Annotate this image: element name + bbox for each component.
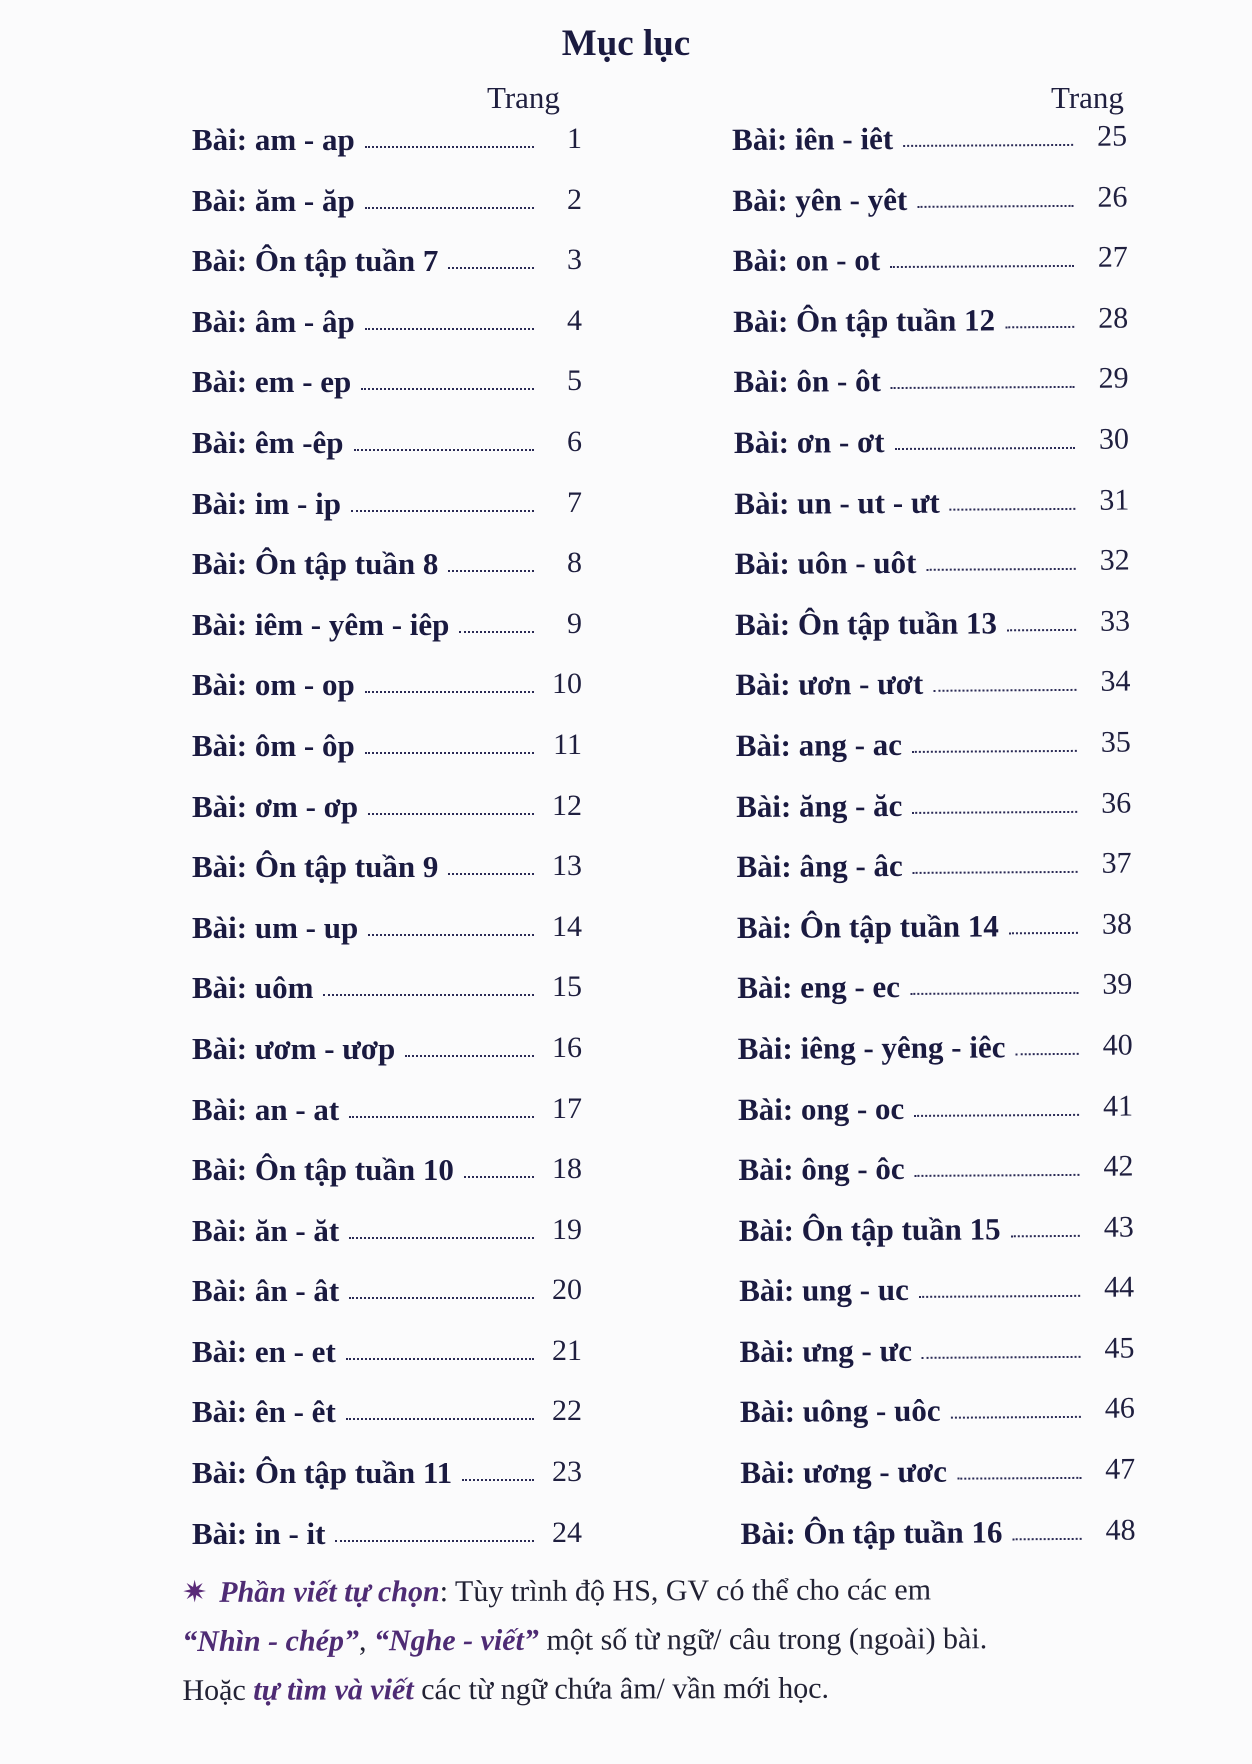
dot-leader bbox=[891, 362, 1075, 389]
toc-entry[interactable] bbox=[738, 1089, 1133, 1152]
dot-leader bbox=[1012, 1514, 1081, 1540]
toc-entry-page: 4 bbox=[567, 303, 582, 337]
note-line-3-text: các từ ngữ chứa âm/ vần mới học. bbox=[413, 1671, 830, 1707]
toc-entry-page: 14 bbox=[552, 909, 582, 943]
dot-leader bbox=[912, 786, 1077, 813]
dot-leader bbox=[349, 1092, 534, 1118]
note-nghe-viet: “Nghe - viết” bbox=[373, 1623, 539, 1658]
dot-leader bbox=[950, 1392, 1080, 1419]
dot-leader bbox=[917, 181, 1073, 208]
toc-entry-title: Bài: ương - ươc bbox=[740, 1453, 948, 1491]
dot-leader bbox=[354, 425, 534, 451]
toc-entry-title: Bài: an - at bbox=[192, 1091, 340, 1127]
toc-entry[interactable] bbox=[192, 1031, 582, 1092]
dot-leader bbox=[913, 847, 1078, 874]
toc-entry[interactable] bbox=[733, 301, 1128, 364]
toc-entry[interactable] bbox=[192, 1092, 582, 1153]
toc-entry[interactable] bbox=[736, 786, 1131, 849]
toc-entry-title: Bài: um - up bbox=[192, 909, 359, 945]
toc-entry-title: Bài: ưng - ưc bbox=[739, 1332, 913, 1369]
toc-entry-page: 35 bbox=[1100, 725, 1131, 759]
dot-leader bbox=[349, 1213, 534, 1239]
toc-entry-title: Bài: Ôn tập tuần 8 bbox=[192, 546, 439, 582]
left-toc-list bbox=[192, 122, 582, 1576]
toc-entry[interactable] bbox=[192, 1334, 582, 1395]
toc-entry-title: Bài: ăm - ăp bbox=[192, 182, 355, 218]
toc-entry[interactable] bbox=[192, 1455, 582, 1516]
toc-entry[interactable] bbox=[740, 1453, 1135, 1516]
toc-entry-title: Bài: yên - yêt bbox=[732, 181, 908, 218]
toc-entry-page: 30 bbox=[1098, 422, 1130, 456]
toc-entry-title: Bài: on - ot bbox=[732, 242, 881, 279]
toc-entry[interactable] bbox=[736, 726, 1131, 789]
toc-entry-page: 21 bbox=[552, 1333, 582, 1367]
toc-entry-page: 40 bbox=[1102, 1028, 1133, 1062]
toc-entry-page: 45 bbox=[1104, 1331, 1135, 1365]
dot-leader bbox=[890, 241, 1074, 268]
toc-entry-page: 13 bbox=[552, 849, 582, 883]
toc-entry-title: Bài: âm - âp bbox=[192, 303, 355, 339]
toc-entry[interactable] bbox=[738, 1150, 1133, 1213]
toc-entry[interactable] bbox=[735, 544, 1130, 607]
dot-leader bbox=[365, 122, 534, 148]
toc-entry-title: Bài: Ôn tập tuần 14 bbox=[736, 908, 999, 945]
toc-entry-page: 28 bbox=[1098, 301, 1129, 335]
dot-leader bbox=[368, 910, 534, 936]
toc-entry-title: Bài: ươm - ươp bbox=[192, 1030, 396, 1066]
toc-entry[interactable] bbox=[192, 849, 582, 910]
toc-entry[interactable] bbox=[192, 243, 582, 304]
toc-entry[interactable] bbox=[192, 425, 582, 486]
toc-entry-title: Bài: in - it bbox=[192, 1515, 326, 1551]
note-line-1 bbox=[182, 1565, 1142, 1617]
dot-leader bbox=[903, 120, 1073, 147]
dot-leader bbox=[365, 304, 534, 330]
dot-leader bbox=[365, 667, 534, 693]
toc-entry-page: 7 bbox=[567, 485, 582, 519]
toc-entry[interactable] bbox=[192, 183, 582, 244]
toc-entry[interactable] bbox=[733, 241, 1128, 304]
dot-leader bbox=[950, 483, 1076, 510]
toc-entry-title: Bài: un - ut - ưt bbox=[734, 484, 940, 521]
note-line-2 bbox=[182, 1614, 1142, 1666]
toc-entry-title: Bài: ong - oc bbox=[737, 1090, 905, 1127]
toc-entry-page: 33 bbox=[1099, 604, 1131, 638]
page-title: Mục lục bbox=[561, 23, 691, 64]
toc-entry-page: 29 bbox=[1098, 361, 1129, 396]
toc-entry-title: Bài: im - ip bbox=[192, 485, 341, 521]
toc-entry-title: Bài: iêm - yêm - iêp bbox=[192, 606, 450, 642]
dot-leader bbox=[365, 183, 534, 209]
toc-entry[interactable] bbox=[736, 847, 1131, 910]
dot-leader bbox=[914, 1089, 1079, 1116]
note-tu-tim: tự tìm và viết bbox=[253, 1673, 414, 1707]
dot-leader bbox=[346, 1394, 534, 1420]
toc-entry-page: 24 bbox=[552, 1515, 582, 1549]
toc-entry-page: 5 bbox=[567, 364, 582, 398]
toc-entry-title: Bài: eng - ec bbox=[737, 969, 901, 1006]
toc-entry[interactable] bbox=[192, 667, 582, 728]
toc-entry[interactable] bbox=[739, 1210, 1134, 1273]
dot-leader bbox=[346, 1334, 534, 1360]
toc-entry-page: 18 bbox=[552, 1152, 582, 1186]
dot-leader bbox=[365, 728, 534, 754]
toc-entry-title: Bài: ơm - ơp bbox=[192, 788, 359, 824]
dot-leader bbox=[464, 1152, 534, 1178]
toc-entry-page: 42 bbox=[1103, 1149, 1134, 1183]
dot-leader bbox=[1015, 1029, 1078, 1055]
toc-entry-title: Bài: uôm bbox=[192, 970, 314, 1006]
right-toc-list bbox=[732, 120, 1136, 1577]
toc-entry-page: 32 bbox=[1099, 543, 1130, 577]
toc-entry-title: Bài: Ôn tập tuần 16 bbox=[740, 1514, 1003, 1551]
dot-leader bbox=[914, 1150, 1079, 1177]
dot-leader bbox=[1005, 302, 1074, 328]
toc-entry[interactable] bbox=[192, 364, 582, 425]
toc-entry[interactable] bbox=[734, 483, 1129, 546]
toc-entry-title: Bài: ung - uc bbox=[739, 1272, 909, 1309]
toc-entry[interactable] bbox=[739, 1271, 1134, 1334]
toc-entry-page: 37 bbox=[1101, 846, 1132, 880]
toc-entry-title: Bài: Ôn tập tuần 9 bbox=[192, 849, 439, 885]
toc-entry-title: Bài: Ôn tập tuần 13 bbox=[734, 605, 998, 642]
toc-entry-page: 17 bbox=[552, 1091, 582, 1125]
toc-entry-page: 23 bbox=[552, 1455, 582, 1489]
toc-entry-page: 2 bbox=[567, 182, 582, 216]
toc-entry-page: 8 bbox=[567, 546, 582, 580]
toc-entry-title: Bài: âng - âc bbox=[736, 848, 903, 885]
toc-entry-page: 44 bbox=[1104, 1270, 1135, 1305]
left-column-header: Trang bbox=[487, 80, 560, 115]
toc-entry-title: Bài: ăn - ăt bbox=[192, 1212, 340, 1248]
toc-entry-title: Bài: Ôn tập tuần 11 bbox=[192, 1455, 453, 1491]
toc-entry[interactable] bbox=[192, 970, 582, 1031]
toc-entry-page: 12 bbox=[552, 788, 582, 822]
toc-entry-title: Bài: ang - ac bbox=[735, 726, 903, 763]
toc-entry-title: Bài: Ôn tập tuần 7 bbox=[192, 243, 439, 279]
dot-leader bbox=[912, 726, 1077, 753]
toc-entry-page: 19 bbox=[552, 1212, 582, 1246]
toc-entry-title: Bài: uôn - uôt bbox=[734, 545, 917, 582]
toc-entry-page: 25 bbox=[1096, 119, 1128, 153]
note-nhin-chep: “Nhìn - chép” bbox=[182, 1624, 360, 1658]
toc-entry-page: 43 bbox=[1103, 1210, 1134, 1244]
toc-entry[interactable] bbox=[192, 728, 582, 789]
right-column-header: Trang bbox=[1051, 80, 1124, 115]
toc-entry-page: 3 bbox=[567, 243, 582, 277]
dot-leader bbox=[957, 1453, 1081, 1480]
dot-leader bbox=[335, 1516, 534, 1542]
toc-entry-page: 22 bbox=[552, 1394, 582, 1428]
toc-entry-title: Bài: uông - uôc bbox=[739, 1393, 941, 1430]
dot-leader bbox=[368, 789, 534, 815]
toc-entry-page: 9 bbox=[567, 606, 582, 640]
toc-entry-title: Bài: ên - êt bbox=[192, 1394, 336, 1430]
toc-entry-page: 15 bbox=[552, 970, 582, 1004]
toc-entry-page: 47 bbox=[1105, 1452, 1136, 1486]
toc-entry[interactable] bbox=[192, 1394, 582, 1455]
note-line-3-start: Hoặc bbox=[182, 1673, 254, 1707]
dot-leader bbox=[405, 1031, 534, 1057]
toc-entry-title: Bài: ơn - ơt bbox=[733, 424, 885, 460]
toc-entry-title: Bài: Ôn tập tuần 12 bbox=[733, 302, 996, 339]
dot-leader bbox=[919, 1271, 1080, 1298]
toc-entry-page: 1 bbox=[567, 122, 582, 155]
dot-leader bbox=[1011, 1211, 1080, 1237]
dot-leader bbox=[448, 849, 534, 875]
toc-entry[interactable] bbox=[739, 1331, 1134, 1394]
toc-entry[interactable] bbox=[737, 968, 1132, 1031]
toc-entry[interactable] bbox=[192, 486, 582, 547]
dot-leader bbox=[910, 968, 1078, 995]
dot-leader bbox=[459, 607, 534, 633]
dot-leader bbox=[926, 544, 1075, 571]
dot-leader bbox=[1009, 908, 1078, 934]
toc-entry-page: 16 bbox=[552, 1030, 582, 1064]
toc-entry[interactable] bbox=[192, 304, 582, 365]
dot-leader bbox=[448, 243, 534, 269]
dot-leader bbox=[448, 546, 534, 572]
toc-entry-page: 10 bbox=[552, 667, 582, 701]
toc-entry-page: 6 bbox=[567, 424, 582, 458]
toc-entry[interactable] bbox=[740, 1392, 1135, 1455]
toc-entry-page: 41 bbox=[1102, 1089, 1134, 1123]
note-separator: , bbox=[358, 1624, 375, 1658]
dot-leader bbox=[922, 1332, 1081, 1359]
toc-entry-page: 27 bbox=[1097, 240, 1128, 274]
toc-entry-title: Bài: ăng - ăc bbox=[736, 787, 903, 824]
toc-entry[interactable] bbox=[192, 789, 582, 850]
toc-entry[interactable] bbox=[737, 907, 1132, 970]
toc-entry-title: Bài: ôn - ôt bbox=[733, 363, 881, 400]
toc-entry[interactable] bbox=[192, 546, 582, 607]
note-line-2-text: một số từ ngữ/ câu trong (ngoài) bài. bbox=[538, 1622, 988, 1657]
toc-entry[interactable] bbox=[192, 910, 582, 971]
toc-entry-page: 20 bbox=[552, 1273, 582, 1307]
toc-entry[interactable] bbox=[732, 180, 1127, 243]
toc-entry-title: Bài: iêng - yêng - iêc bbox=[737, 1029, 1006, 1066]
dot-leader bbox=[349, 1273, 534, 1299]
dot-leader bbox=[933, 665, 1076, 692]
note-line-3 bbox=[182, 1663, 1142, 1715]
optional-writing-note bbox=[182, 1565, 1143, 1715]
note-lead: Phần viết tự chọn bbox=[219, 1575, 440, 1609]
dot-leader bbox=[894, 423, 1075, 450]
toc-entry[interactable] bbox=[192, 1273, 582, 1334]
dot-leader bbox=[351, 486, 534, 512]
toc-entry-title: Bài: êm -êp bbox=[192, 424, 344, 460]
toc-entry-title: Bài: ươn - ươt bbox=[735, 666, 924, 703]
toc-entry-page: 36 bbox=[1101, 786, 1132, 820]
toc-entry-title: Bài: ông - ôc bbox=[738, 1151, 905, 1188]
toc-entry-title: Bài: om - op bbox=[192, 667, 355, 703]
toc-entry[interactable] bbox=[738, 1028, 1133, 1091]
toc-entry-title: Bài: ân - ât bbox=[192, 1273, 340, 1309]
dot-leader bbox=[361, 364, 534, 390]
dot-leader bbox=[462, 1455, 534, 1481]
dot-leader bbox=[323, 970, 534, 996]
toc-entry[interactable] bbox=[734, 423, 1129, 486]
toc-entry-title: Bài: iên - iêt bbox=[732, 121, 894, 157]
toc-entry[interactable] bbox=[735, 604, 1130, 667]
toc-entry[interactable] bbox=[732, 120, 1127, 183]
toc-entry[interactable] bbox=[192, 607, 582, 668]
toc-entry-title: Bài: en - et bbox=[192, 1333, 336, 1369]
toc-entry-title: Bài: am - ap bbox=[192, 122, 355, 157]
note-line-1-text: : Tùy trình độ HS, GV có thể cho các em bbox=[439, 1573, 932, 1609]
toc-entry-title: Bài: Ôn tập tuần 15 bbox=[738, 1211, 1001, 1248]
toc-entry-page: 26 bbox=[1097, 180, 1128, 214]
toc-entry[interactable] bbox=[733, 362, 1128, 425]
star-icon: ✷ bbox=[182, 1575, 208, 1609]
toc-entry[interactable] bbox=[192, 1152, 582, 1213]
toc-entry[interactable] bbox=[192, 122, 582, 183]
toc-entry-page: 48 bbox=[1105, 1513, 1136, 1547]
toc-entry[interactable] bbox=[192, 1213, 582, 1274]
toc-entry-page: 11 bbox=[553, 727, 582, 761]
toc-entry-page: 34 bbox=[1100, 664, 1131, 699]
toc-entry-title: Bài: ôm - ôp bbox=[192, 727, 355, 763]
toc-entry-page: 38 bbox=[1101, 907, 1133, 941]
toc-entry-title: Bài: em - ep bbox=[192, 364, 352, 400]
toc-entry-page: 31 bbox=[1099, 483, 1130, 517]
toc-entry[interactable] bbox=[735, 665, 1130, 728]
dot-leader bbox=[1007, 605, 1076, 631]
toc-entry-page: 39 bbox=[1102, 967, 1133, 1002]
toc-entry-title: Bài: Ôn tập tuần 10 bbox=[192, 1152, 454, 1188]
toc-entry-page: 46 bbox=[1104, 1392, 1135, 1426]
